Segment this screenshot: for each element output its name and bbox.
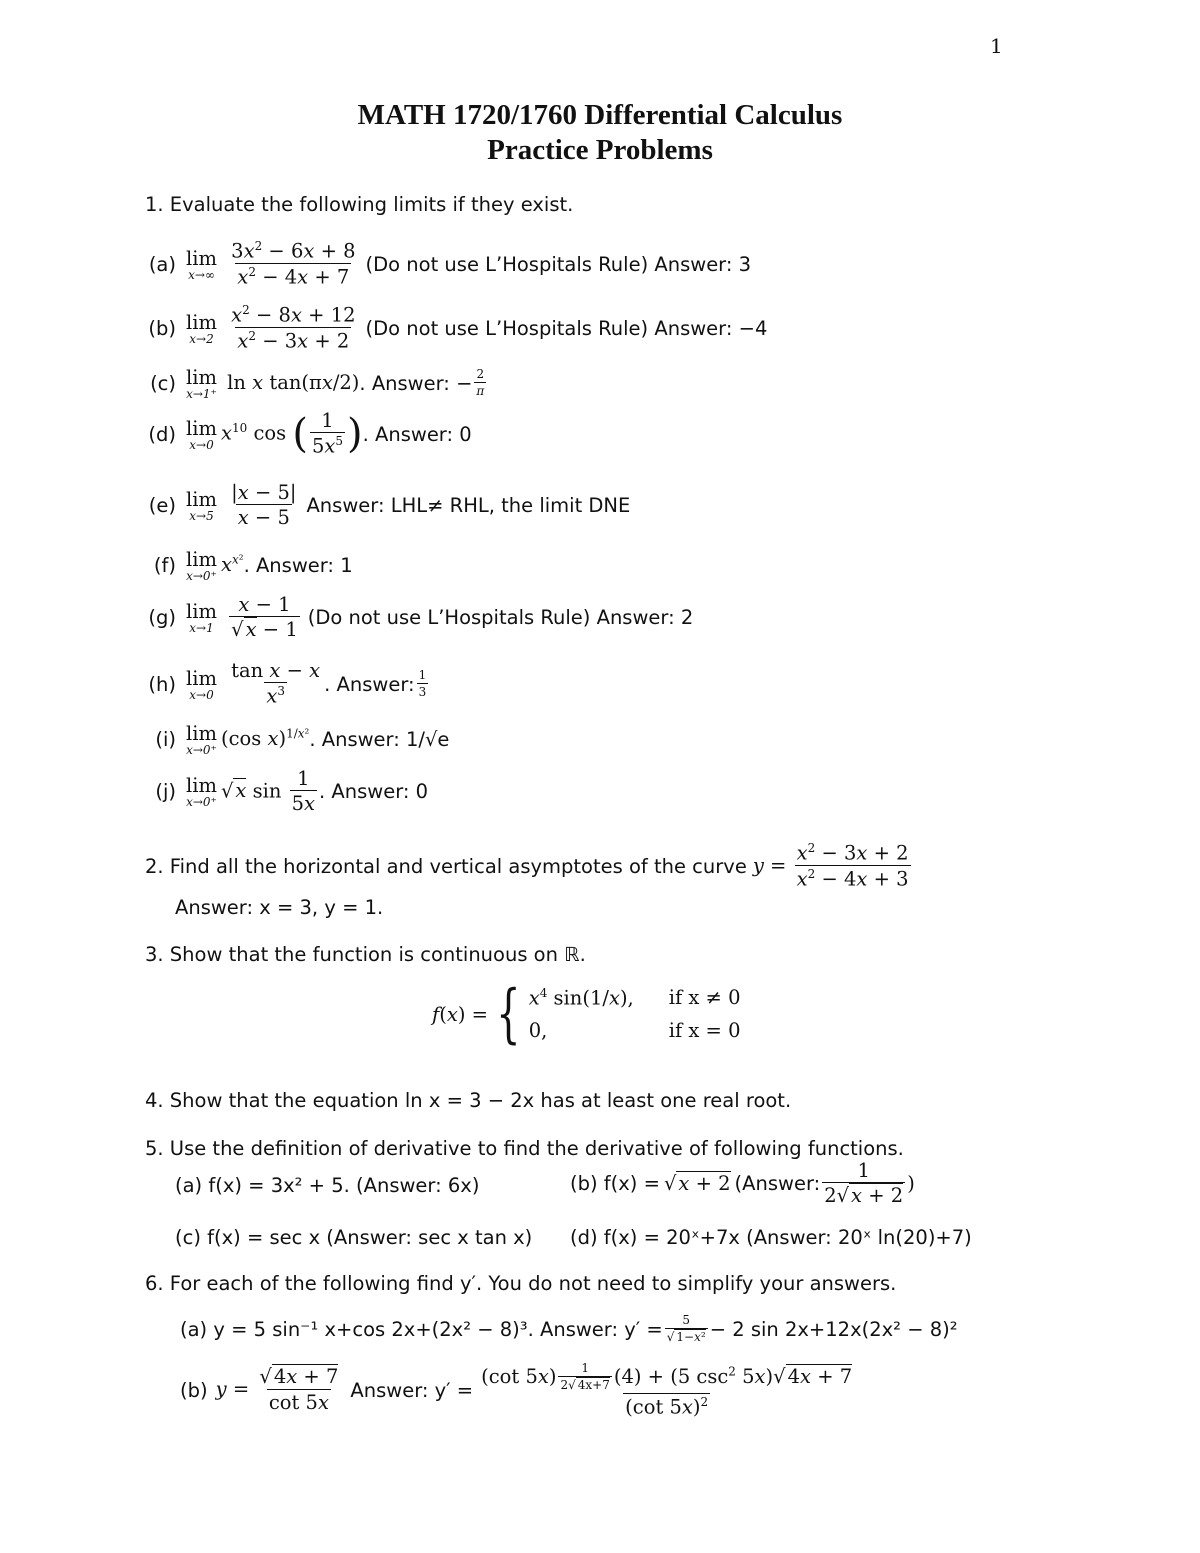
q1j-note: . Answer: 0 — [319, 780, 429, 804]
q2-answer: Answer: x = 3, y = 1. — [175, 896, 384, 919]
q1-f: (f) lim x→0⁺ $x^{x^2}$ . Answer: 1 — [130, 548, 353, 583]
brace-icon: { — [496, 977, 521, 1051]
q2-prompt: 2. Find all the horizontal and vertical asymptotes of the curve — [145, 854, 747, 878]
q5-c: (c) f(x) = sec x (Answer: sec x tan x) — [175, 1226, 533, 1249]
q4-prompt: 4. Show that the equation ln x = 3 − 2x has at least one real root. — [145, 1089, 792, 1112]
q6b-label: (b) — [180, 1378, 208, 1402]
q1-d: (d) lim x→0 $x^{10}$ cos ( $\frac{1}{5x^5}$ ) . Answer: 0 — [130, 410, 472, 458]
q3-case2-cond: if x = 0 — [668, 1019, 741, 1043]
q1h-note: . Answer: — [324, 672, 415, 696]
q1d-note: . Answer: 0 — [362, 422, 472, 446]
q1i-note: . Answer: 1/√e — [309, 728, 450, 751]
q1g-note: (Do not use L’Hospitals Rule) Answer: 2 — [307, 606, 694, 630]
q5b-ans: (Answer: — [734, 1172, 821, 1196]
q1e-label: (e) — [148, 494, 176, 518]
q1b-label: (b) — [148, 316, 176, 340]
q1g-label: (g) — [148, 606, 176, 630]
q1b-note: (Do not use L’Hospitals Rule) Answer: −4 — [365, 316, 768, 340]
q6-b: (b) y = $\frac{√ 4x + 7}{\cot 5x}$ Answer: y′ = (cot 5x) $\frac{1}{2√ 4x+7}$ (4) + (5 $\csc^2 5x)√$ 4x + 7 (cot 5x)$^2$ — [180, 1361, 853, 1419]
q1d-label: (d) — [148, 422, 176, 446]
q1f-label: (f) — [153, 554, 176, 577]
q6-a: (a) y = 5 sin⁻¹ x+cos 2x+(2x² − 8)³. Answer: y′ = $\frac{5}{\text{√ 1−x²}}$ − 2 sin 2x+12x(2x² − 8)² — [180, 1313, 958, 1344]
q6a-tail: − 2 sin 2x+12x(2x² − 8)² — [709, 1317, 958, 1341]
q2: 2. Find all the horizontal and vertical asymptotes of the curve y = $\frac{x^2 - 3x + 2}{x^2 - 4x + 3}$ — [145, 841, 909, 891]
q1-c: (c) lim x→1⁺ ln x tan(πx/2) . Answer: − $\frac{2}{\pi}$ — [130, 366, 488, 401]
q5-b: (b) f(x) = √ x + 2 (Answer: $\frac{1}{2√ x + 2}$ ) — [570, 1159, 915, 1208]
q3-case1-cond: if x ≠ 0 — [668, 985, 741, 1009]
q1a-label: (a) — [148, 252, 176, 276]
q1-a: (a) lim x→∞ $\frac{3x^2 - 6x + 8}{x^2 - 4x + 7}$ (Do not use L’Hospitals Rule) Answer: 3 — [130, 240, 751, 289]
q1-h: (h) lim x→0 $\frac{\text{tan x − x}}{x^3}$ . Answer: $\frac{1}{3}$ — [130, 660, 430, 708]
q5-prompt: 5. Use the definition of derivative to find the derivative of following functions. — [145, 1137, 904, 1160]
q1f-note: . Answer: 1 — [243, 554, 353, 577]
q1-prompt: 1. Evaluate the following limits if they exist. — [145, 193, 574, 216]
title-line-1: MATH 1720/1760 Differential Calculus — [357, 99, 843, 131]
q1-b: (b) lim x→2 $\frac{x^2 - 8x + 12}{x^2 - 3x + 2}$ (Do not use L’Hospitals Rule) Answer: −4 — [130, 304, 767, 353]
q1i-label: (i) — [155, 728, 176, 751]
q6b-ans: Answer: y′ = — [350, 1378, 474, 1402]
q1h-label: (h) — [148, 672, 176, 696]
q1c-note: . Answer: − — [359, 372, 473, 395]
q5-d: (d) f(x) = 20ˣ+7x (Answer: 20ˣ ln(20)+7) — [570, 1226, 972, 1249]
q1j-label: (j) — [155, 780, 176, 804]
q3-prompt: 3. Show that the function is continuous on ℝ. — [145, 943, 586, 966]
q6a-text: (a) y = 5 sin⁻¹ x+cos 2x+(2x² − 8)³. Answer: y′ = — [180, 1317, 663, 1341]
q1-e: (e) lim x→5 $\frac{|x - 5|}{x - 5}$ Answer: LHL≠ RHL, the limit DNE — [130, 482, 630, 530]
q1-j: (j) lim x→0⁺ √ x sin $\frac{1}{5x}$ . Answer: 0 — [130, 768, 428, 816]
title-line-2: Practice Problems — [487, 134, 713, 166]
q3-case2-val: 0, — [528, 1019, 548, 1043]
q1a-note: (Do not use L’Hospitals Rule) Answer: 3 — [365, 252, 752, 276]
q1e-note: Answer: LHL≠ RHL, the limit DNE — [306, 494, 631, 518]
q1-i: (i) lim x→0⁺ (cos x)$^{1/x^2}$ . Answer: 1/√e — [130, 722, 449, 757]
q1-g: (g) lim x→1 $\frac{x - 1}{√ x - 1}$ (Do not use L’Hospitals Rule) Answer: 2 — [130, 594, 693, 642]
q5b-pre: (b) f(x) = — [570, 1172, 660, 1196]
q5-a: (a) f(x) = 3x² + 5. (Answer: 6x) — [175, 1174, 480, 1197]
q6-prompt: 6. For each of the following find y′. You do not need to simplify your answers. — [145, 1272, 897, 1295]
page-number: 1 — [990, 34, 1003, 58]
q3-piecewise: f(x) = { $x^4$ sin(1/x), if x ≠ 0 0, if x = 0 — [432, 977, 741, 1051]
q1c-label: (c) — [150, 372, 176, 395]
